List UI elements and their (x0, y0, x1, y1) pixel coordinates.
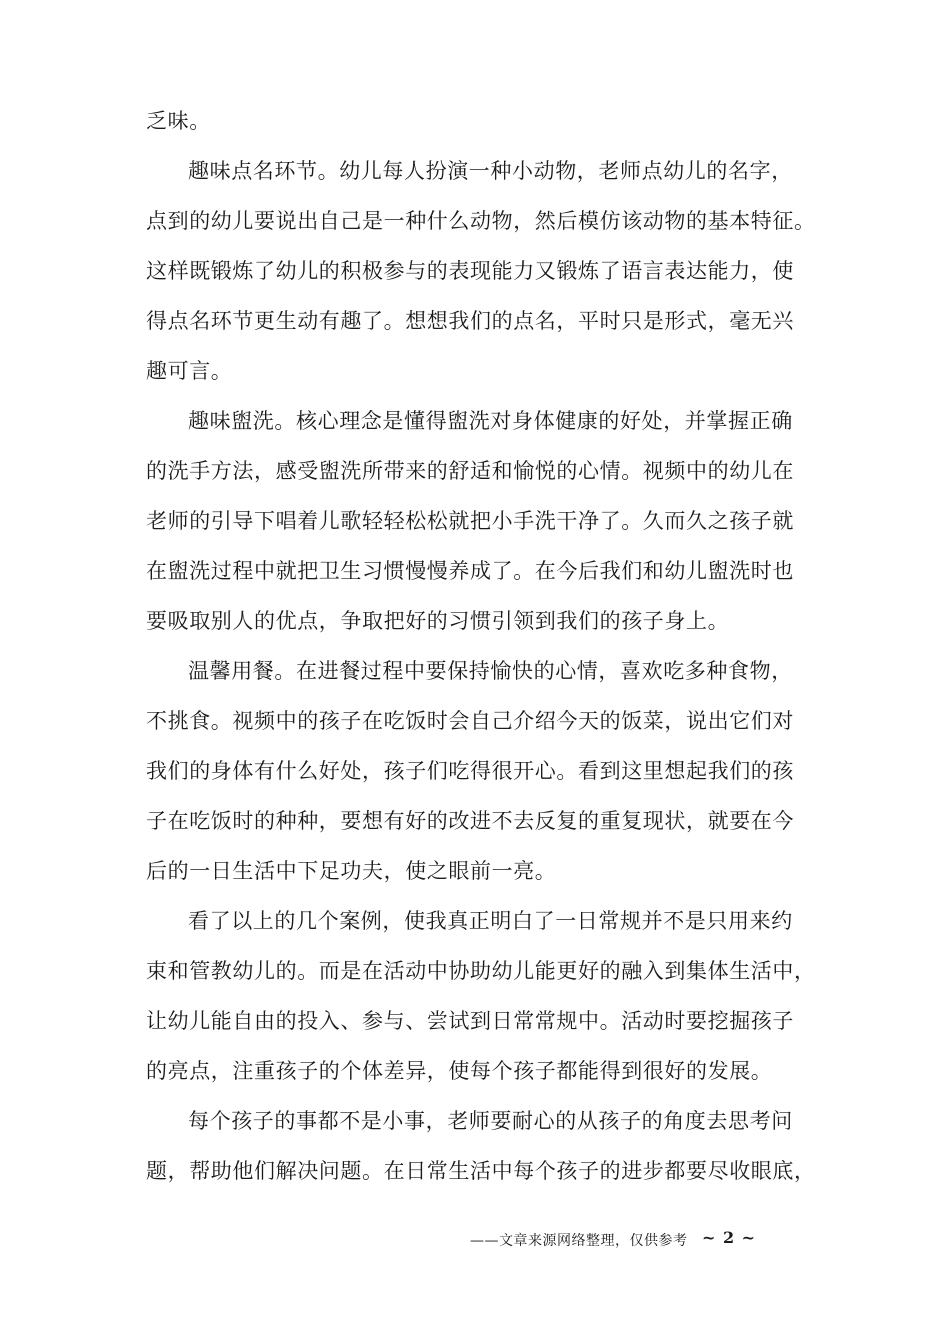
text-line: 我们的身体有什么好处，孩子们吃得很开心。看到这里想起我们的孩 (146, 759, 794, 783)
text-line: 后的一日生活中下足功夫，使之眼前一亮。 (146, 859, 557, 883)
text-line: 在盥洗过程中就把卫生习惯慢慢养成了。在今后我们和幼儿盥洗时也 (146, 559, 794, 583)
footer-source-note: ——文章来源网络整理，仅供参考 (470, 1233, 688, 1249)
page-number: ~ 2 ~ (702, 1228, 757, 1247)
text-line: 趣味点名环节。幼儿每人扮演一种小动物，老师点幼儿的名字， (188, 159, 793, 183)
text-line: 看了以上的几个案例，使我真正明白了一日常规并不是只用来约 (188, 909, 793, 933)
text-line: 子在吃饭时的种种，要想有好的改进不去反复的重复现状，就要在今 (146, 809, 794, 833)
page-footer (470, 1228, 757, 1254)
text-line: 趣可言。 (146, 359, 233, 383)
text-line: 这样既锻炼了幼儿的积极参与的表现能力又锻炼了语言表达能力，使 (146, 259, 794, 283)
text-line: 的亮点，注重孩子的个体差异，使每个孩子都能得到很好的发展。 (146, 1059, 773, 1083)
text-line: 乏味。 (146, 109, 211, 133)
text-line: 的洗手方法，感受盥洗所带来的舒适和愉悦的心情。视频中的幼儿在 (146, 459, 794, 483)
text-line: 老师的引导下唱着儿歌轻轻松松就把小手洗干净了。久而久之孩子就 (146, 509, 794, 533)
text-line: 不挑食。视频中的孩子在吃饭时会自己介绍今天的饭菜，说出它们对 (146, 709, 794, 733)
text-line: 得点名环节更生动有趣了。想想我们的点名，平时只是形式，毫无兴 (146, 309, 794, 333)
text-line: 每个孩子的事都不是小事，老师要耐心的从孩子的角度去思考问 (188, 1109, 793, 1133)
text-line: 让幼儿能自由的投入、参与、尝试到日常常规中。活动时要挖掘孩子 (146, 1009, 794, 1033)
text-line: 题，帮助他们解决问题。在日常生活中每个孩子的进步都要尽收眼底， (146, 1159, 816, 1183)
text-line: 趣味盥洗。核心理念是懂得盥洗对身体健康的好处，并掌握正确 (188, 409, 793, 433)
text-line: 要吸取别人的优点，争取把好的习惯引领到我们的孩子身上。 (146, 609, 730, 633)
text-line: 温馨用餐。在进餐过程中要保持愉快的心情，喜欢吃多种食物， (188, 659, 793, 683)
text-line: 束和管教幼儿的。而是在活动中协助幼儿能更好的融入到集体生活中， (146, 959, 816, 983)
text-line: 点到的幼儿要说出自己是一种什么动物，然后模仿该动物的基本特征。 (146, 209, 816, 233)
